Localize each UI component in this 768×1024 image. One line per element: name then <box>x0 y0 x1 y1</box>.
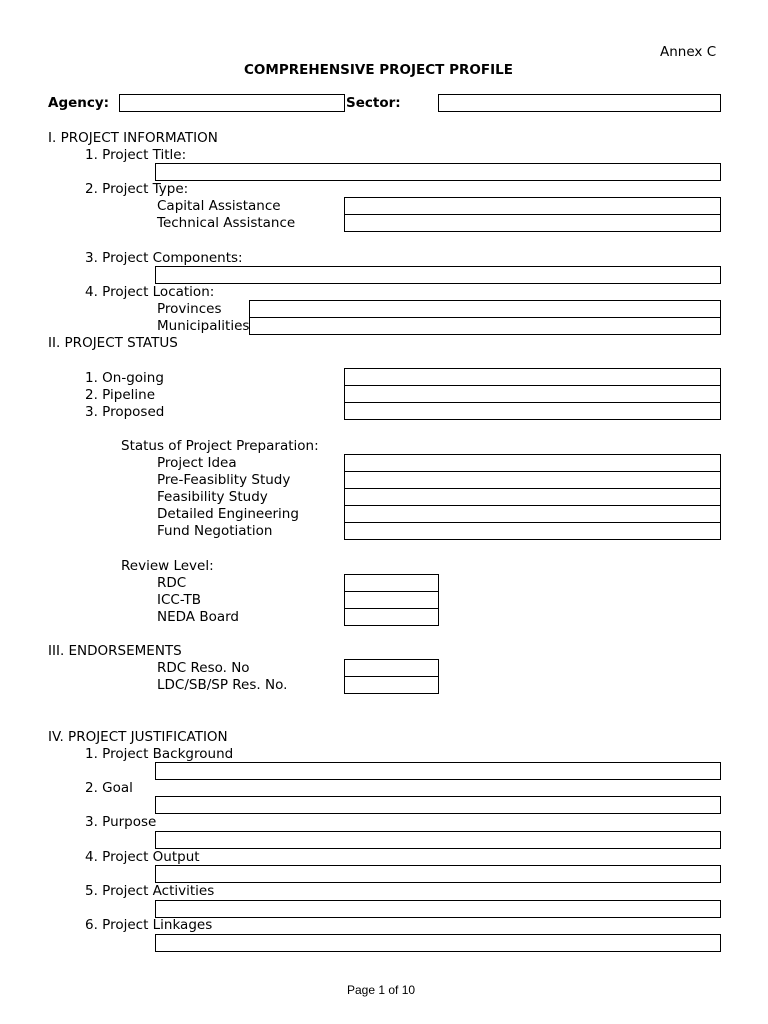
proposed-field[interactable] <box>344 402 721 420</box>
sector-label: Sector: <box>346 95 401 111</box>
pipeline-label: 2. Pipeline <box>85 387 156 403</box>
provinces-field[interactable] <box>249 300 721 318</box>
neda-board-label: NEDA Board <box>157 609 239 625</box>
provinces-label: Provinces <box>157 301 222 317</box>
document-title: COMPREHENSIVE PROJECT PROFILE <box>244 62 513 78</box>
rdc-label: RDC <box>157 575 187 591</box>
project-background-label: 1. Project Background <box>85 746 234 762</box>
fund-negotiation-field[interactable] <box>344 522 721 540</box>
feasibility-study-field[interactable] <box>344 488 721 506</box>
proposed-label: 3. Proposed <box>85 404 165 420</box>
project-activities-field[interactable] <box>155 900 721 918</box>
review-level-heading: Review Level: <box>121 558 214 574</box>
project-type-label: 2. Project Type: <box>85 181 189 197</box>
ongoing-field[interactable] <box>344 368 721 386</box>
ldc-res-field[interactable] <box>344 676 439 694</box>
project-title-label: 1. Project Title: <box>85 147 187 163</box>
goal-field[interactable] <box>155 796 721 814</box>
purpose-label: 3. Purpose <box>85 814 157 830</box>
rdc-reso-field[interactable] <box>344 659 439 677</box>
project-background-field[interactable] <box>155 762 721 780</box>
rdc-reso-label: RDC Reso. No <box>157 660 250 676</box>
icc-tb-field[interactable] <box>344 591 439 609</box>
ldc-res-label: LDC/SB/SP Res. No. <box>157 677 288 693</box>
municipalities-field[interactable] <box>249 317 721 335</box>
project-title-field[interactable] <box>155 163 721 181</box>
section-project-justification-heading: IV. PROJECT JUSTIFICATION <box>48 729 228 745</box>
section-project-status-heading: II. PROJECT STATUS <box>48 335 178 351</box>
pipeline-field[interactable] <box>344 385 721 403</box>
detailed-engineering-field[interactable] <box>344 505 721 523</box>
agency-field[interactable] <box>119 94 345 112</box>
feasibility-study-label: Feasibility Study <box>157 489 268 505</box>
project-activities-label: 5. Project Activities <box>85 883 215 899</box>
technical-assistance-field[interactable] <box>344 214 721 232</box>
fund-negotiation-label: Fund Negotiation <box>157 523 273 539</box>
project-idea-field[interactable] <box>344 454 721 472</box>
project-preparation-heading: Status of Project Preparation: <box>121 438 319 454</box>
project-components-field[interactable] <box>155 266 721 284</box>
purpose-field[interactable] <box>155 831 721 849</box>
project-linkages-field[interactable] <box>155 934 721 952</box>
ongoing-label: 1. On-going <box>85 370 164 386</box>
technical-assistance-label: Technical Assistance <box>157 215 296 231</box>
rdc-field[interactable] <box>344 574 439 592</box>
neda-board-field[interactable] <box>344 608 439 626</box>
project-output-field[interactable] <box>155 865 721 883</box>
icc-tb-label: ICC-TB <box>157 592 201 608</box>
capital-assistance-label: Capital Assistance <box>157 198 281 214</box>
section-project-information-heading: I. PROJECT INFORMATION <box>48 130 218 146</box>
detailed-engineering-label: Detailed Engineering <box>157 506 299 522</box>
annex-label: Annex C <box>660 44 717 60</box>
project-location-label: 4. Project Location: <box>85 284 215 300</box>
sector-field[interactable] <box>438 94 721 112</box>
pre-feasibility-label: Pre-Feasiblity Study <box>157 472 291 488</box>
page-number: Page 1 of 10 <box>347 983 416 997</box>
project-linkages-label: 6. Project Linkages <box>85 917 213 933</box>
project-output-label: 4. Project Output <box>85 849 200 865</box>
pre-feasibility-field[interactable] <box>344 471 721 489</box>
goal-label: 2. Goal <box>85 780 133 796</box>
project-idea-label: Project Idea <box>157 455 237 471</box>
project-components-label: 3. Project Components: <box>85 250 243 266</box>
capital-assistance-field[interactable] <box>344 197 721 215</box>
municipalities-label: Municipalities <box>157 318 250 334</box>
section-endorsements-heading: III. ENDORSEMENTS <box>48 643 182 659</box>
agency-label: Agency: <box>48 95 110 111</box>
